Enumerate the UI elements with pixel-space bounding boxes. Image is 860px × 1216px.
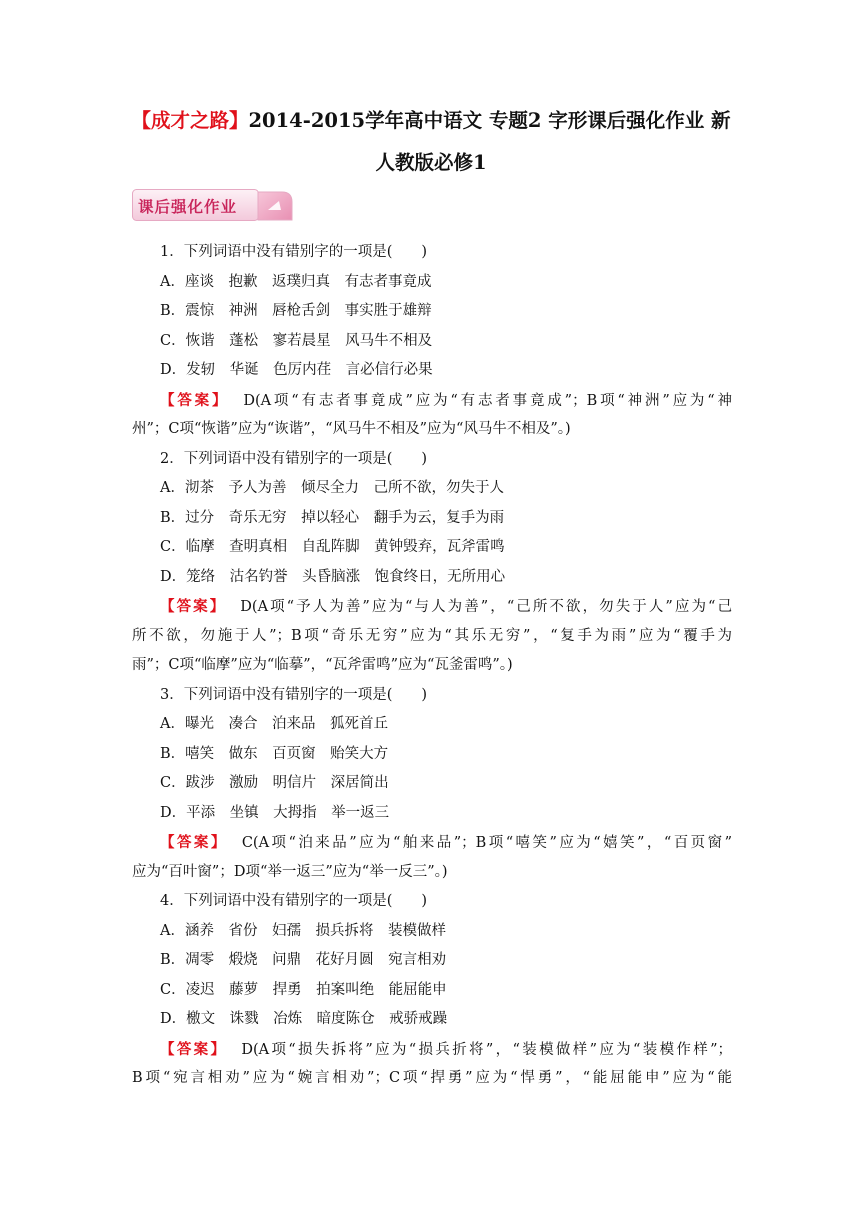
question-3-option-c: C．跋涉 激励 明信片 深居简出 xyxy=(160,775,389,791)
title-main-text: 2014-2015学年高中语文 专题2 字形课后强化作业 新 xyxy=(248,109,731,132)
question-2-stem: 2．下列词语中没有错别字的一项是( ) xyxy=(160,450,428,467)
question-2-option-a: A．沏茶 予人为善 倾尽全力 己所不欲，勿失于人 xyxy=(160,480,504,496)
answer-text: D(A项“予人为善”应为“与人为善”，“己所不欲，勿失于人”应为“己 xyxy=(240,599,732,615)
question-4-answer-line-2: B项“宛言相劝”应为“婉言相劝”；C项“捍勇”应为“悍勇”，“能屈能申”应为“能 xyxy=(132,1070,732,1086)
question-4-option-a: A．涵养 省份 妇孺 损兵拆将 装模做样 xyxy=(160,922,446,939)
title-line-2: 人教版必修1 xyxy=(375,151,487,174)
title-brand: 【成才之路】 xyxy=(131,109,249,132)
question-2-answer-line-3: 雨”；C项“临摩”应为“临摹”，“瓦斧雷鸣”应为“瓦釜雷鸣”。) xyxy=(132,657,513,673)
question-4-answer-line-1 xyxy=(132,1035,732,1065)
answer-text: D(A项“有志者事竟成”应为“有志者事竟成”；B项“神洲”应为“神 xyxy=(243,392,732,409)
document-title xyxy=(120,100,742,184)
question-1-option-c: C．恢谐 蓬松 寥若晨星 风马牛不相及 xyxy=(160,332,433,349)
title-line-1 xyxy=(120,100,742,142)
question-1-answer-line-1 xyxy=(132,386,732,416)
answer-label: 【答案】 xyxy=(160,834,228,851)
question-2-answer-line-2: 所不欲，勿施于人”；B项“奇乐无穷”应为“其乐无穷”，“复手为雨”应为“覆手为 xyxy=(132,627,732,644)
exercise-list xyxy=(132,238,732,1094)
question-1-stem: 1．下列词语中没有错别字的一项是( ) xyxy=(160,244,428,260)
question-3-answer-line-1 xyxy=(132,828,732,858)
question-3-option-a: A．曝光 凑合 泊来品 狐死首丘 xyxy=(160,716,388,732)
question-3-answer-line-2: 应为“百叶窗”；D项“举一返三”应为“举一反三”。) xyxy=(132,863,448,880)
question-2-option-d: D．笼络 沽名钓誉 头昏脑涨 饱食终日，无所用心 xyxy=(160,568,506,585)
question-4-stem: 4．下列词语中没有错别字的一项是( ) xyxy=(160,893,428,909)
question-1-answer-line-2: 州”；C项“恢谐”应为“诙谐”，“风马牛不相及”应为“风马牛不相及”。) xyxy=(132,421,571,437)
question-3-option-b: B．嘻笑 做东 百页窗 贻笑大方 xyxy=(160,745,389,762)
question-2-option-b: B．过分 奇乐无穷 掉以轻心 翻手为云，复手为雨 xyxy=(160,509,505,526)
banner-label: 课后强化作业 xyxy=(138,198,238,216)
answer-label: 【答案】 xyxy=(160,391,230,409)
question-4-option-b: B．凋零 煅烧 问鼎 花好月圆 宛言相劝 xyxy=(160,952,447,968)
question-1-option-b: B．震惊 神洲 唇枪舌剑 事实胜于雄辩 xyxy=(160,303,432,319)
question-3-option-d: D．平添 坐镇 大拇指 举一返三 xyxy=(160,804,390,821)
question-2-answer-line-1 xyxy=(132,592,732,622)
question-1-option-a: A．座谈 抱歉 返璞归真 有志者事竟成 xyxy=(160,273,432,290)
answer-text: C(A项“泊来品”应为“舶来品”；B项“嘻笑”应为“嬉笑”，“百页窗” xyxy=(241,835,732,851)
question-3-stem: 3．下列词语中没有错别字的一项是( ) xyxy=(160,686,428,703)
question-4-option-d: D．檄文 诛戮 冶炼 暗度陈仓 戒骄戒躁 xyxy=(160,1011,448,1027)
question-4-option-c: C．凌迟 藤萝 捍勇 拍案叫绝 能屈能申 xyxy=(160,981,447,998)
answer-label: 【答案】 xyxy=(160,598,227,615)
answer-label: 【答案】 xyxy=(160,1040,228,1058)
section-banner xyxy=(132,189,296,222)
question-1-option-d: D．发轫 华诞 色厉内荏 言必信行必果 xyxy=(160,362,433,378)
answer-text: D(A项“损失拆将”应为“损兵折将”，“装模做样”应为“装模作样”； xyxy=(241,1041,733,1058)
question-2-option-c: C．临摩 查明真相 自乱阵脚 黄钟毁弃，瓦斧雷鸣 xyxy=(160,539,505,555)
